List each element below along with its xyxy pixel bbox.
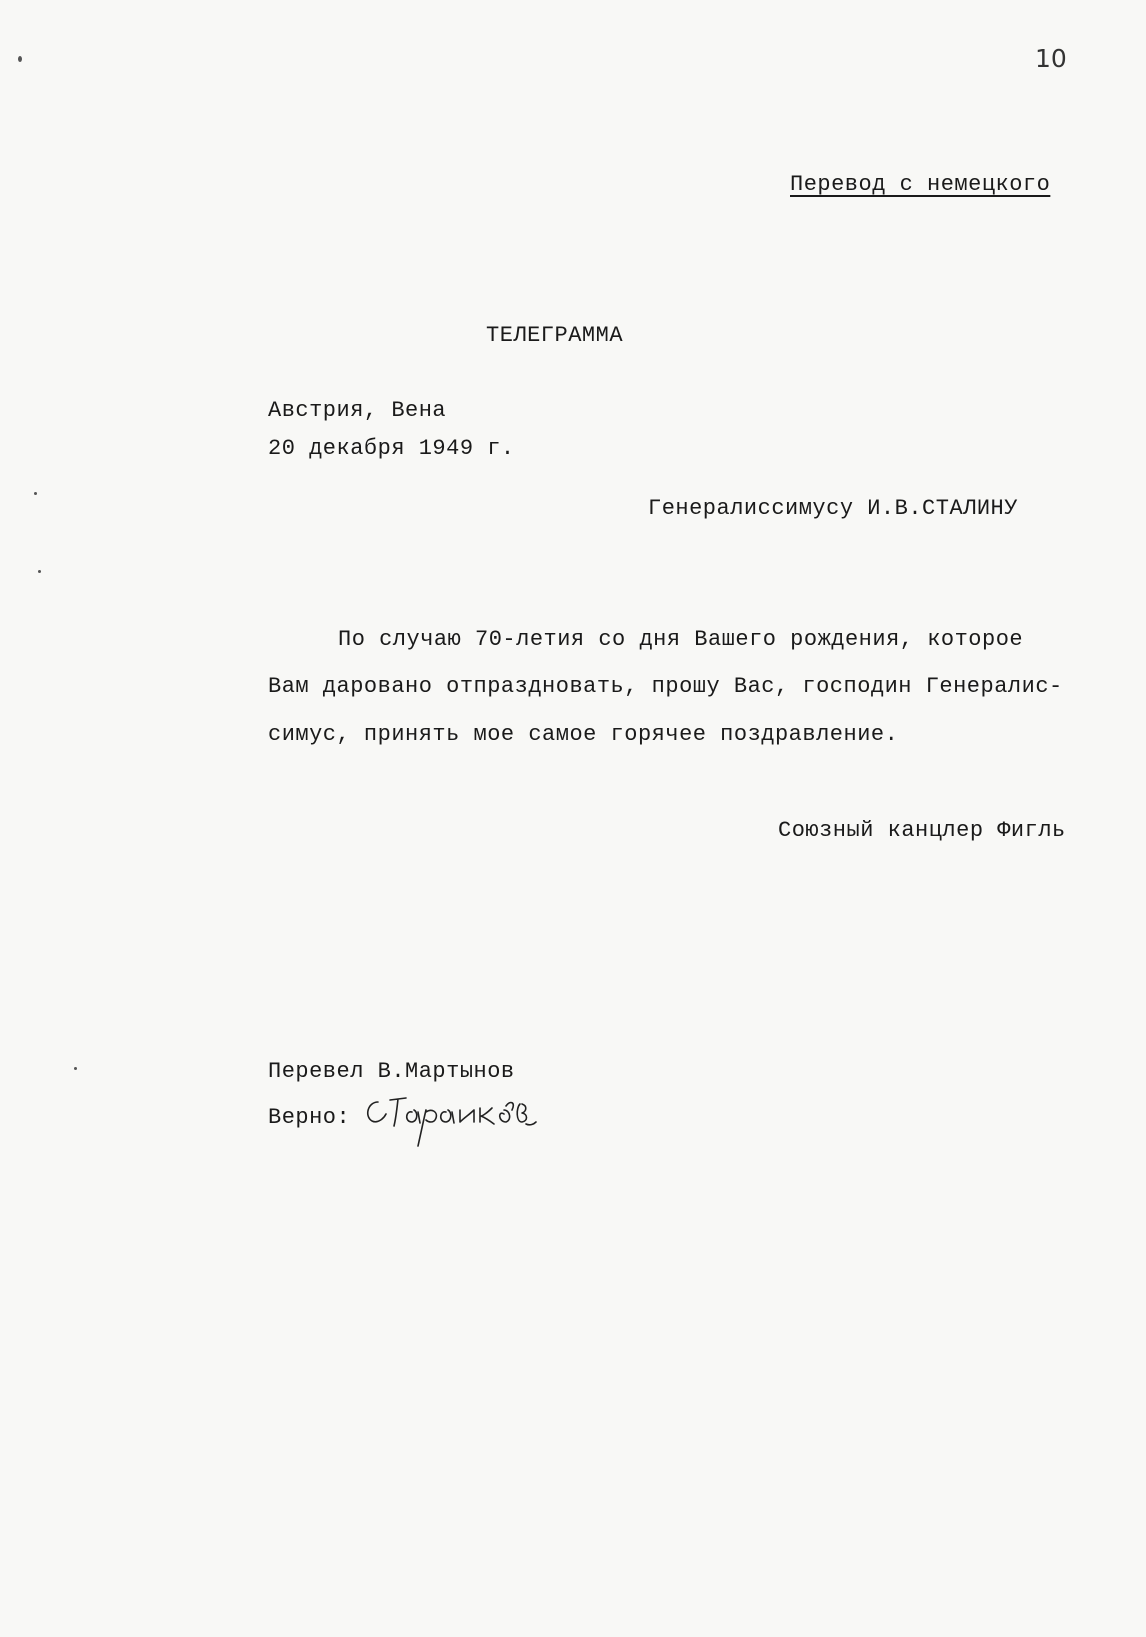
scan-speck [38,570,41,573]
origin-place: Австрия, Вена [268,398,447,423]
scan-speck [74,1067,77,1070]
sender-signature-line: Союзный канцлер Фигль [778,818,1066,843]
translator-line: Перевел В.Мартынов [268,1059,515,1084]
origin-date: 20 декабря 1949 г. [268,436,515,461]
body-line: По случаю 70-летия со дня Вашего рождения, которое [338,627,1024,652]
body-line: Вам даровано отпраздновать, прошу Вас, господин Генералис- [268,674,1063,699]
page-number: 10 [1035,44,1067,73]
addressee: Генералиссимусу И.В.СТАЛИНУ [648,496,1018,521]
document-title: ТЕЛЕГРАММА [486,323,624,348]
handwritten-signature [360,1088,545,1150]
body-line: симус, принять мое самое горячее поздравление. [268,722,899,747]
scan-speck [18,56,22,62]
scan-speck [34,492,37,495]
certified-label: Верно: [268,1105,351,1130]
translation-note: Перевод с немецкого [790,172,1051,197]
